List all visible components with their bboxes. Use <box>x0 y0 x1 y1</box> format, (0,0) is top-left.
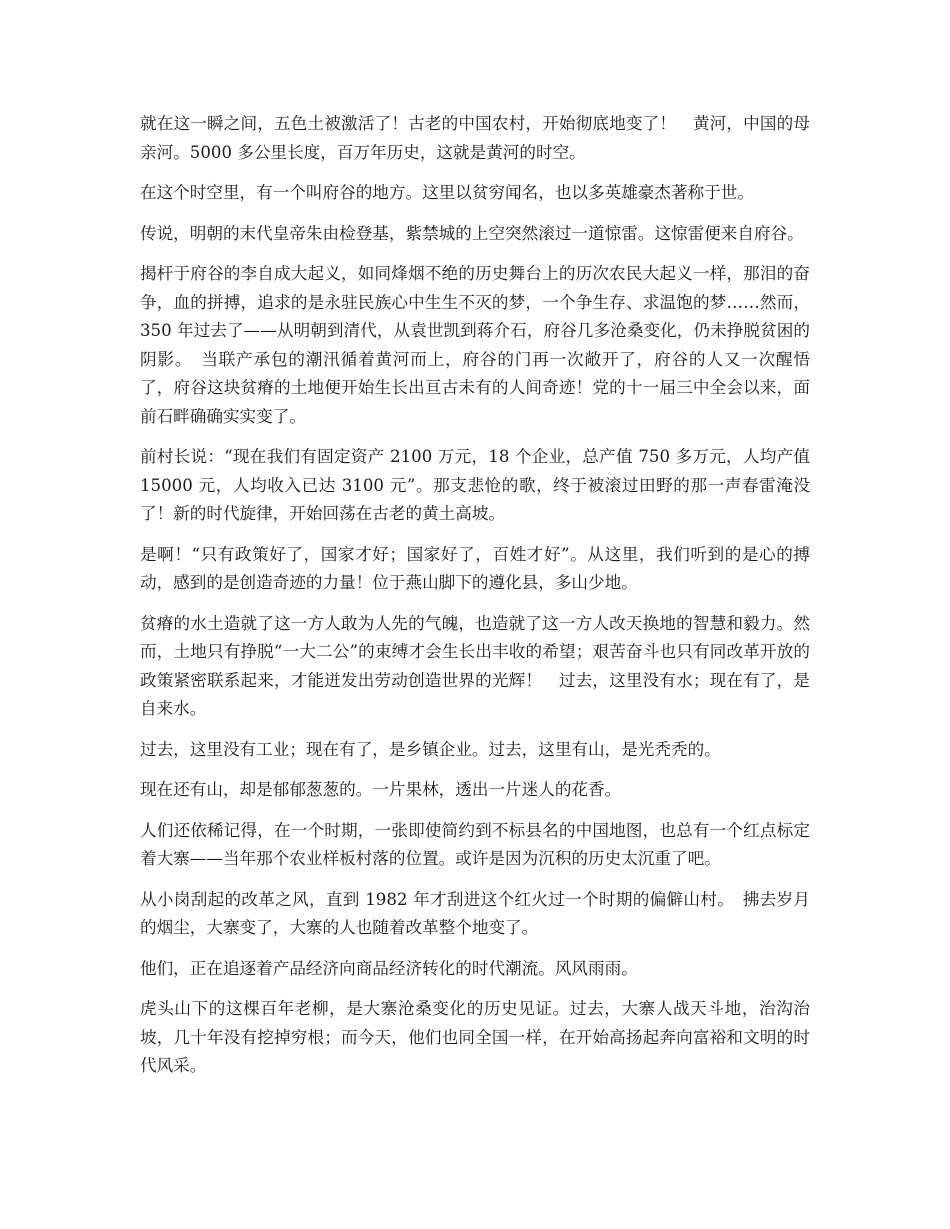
paragraph-6: 是啊！“只有政策好了，国家才好；国家好了，百姓才好”。从这里，我们听到的是心的搏动，感到的是创造奇迹的力量！位于燕山脚下的遵化县，多山少地。 <box>140 544 810 592</box>
paragraph-7: 贫瘠的水土造就了这一方人敢为人先的气魄，也造就了这一方人改天换地的智慧和毅力。然而，土地只有挣脱“一大二公”的束缚才会生长出丰收的希望；艰苦奋斗也只有同改革开放的政策紧密联系起来，才能迸发出劳动创造世界的光辉！ 过去，这里没有水；现在有了，是自来水。 <box>140 613 810 718</box>
paragraph-11: 从小岗刮起的改革之风，直到 1982 年才刮进这个红火过一个时期的偏僻山村。 拂去岁月的烟尘，大寨变了，大寨的人也随着改革整个地变了。 <box>140 889 810 937</box>
paragraph-2: 在这个时空里，有一个叫府谷的地方。这里以贫穷闻名，也以多英雄豪杰著称于世。 <box>140 183 754 202</box>
paragraph-5: 前村长说：“现在我们有固定资产 2100 万元，18 个企业，总产值 750 多万元，人均产值 15000 元，人均收入已达 3100 元”。那支悲怆的歌，终于被滚过田野的那一声春雷淹没了！新的时代旋律，开始回荡在古老的黄土高坡。 <box>140 447 810 523</box>
document-body <box>140 110 810 1093</box>
paragraph-9: 现在还有山，却是郁郁葱葱的。一片果林，透出一片迷人的花香。 <box>140 780 622 799</box>
paragraph-1: 就在这一瞬之间，五色土被激活了！古老的中国农村，开始彻底地变了！ 黄河，中国的母亲河。5000 多公里长度，百万年历史，这就是黄河的时空。 <box>140 114 810 162</box>
paragraph-8: 过去，这里没有工业；现在有了，是乡镇企业。过去，这里有山，是光秃秃的。 <box>140 739 721 759</box>
paragraph-13: 虎头山下的这棵百年老柳，是大寨沧桑变化的历史见证。过去，大寨人战天斗地，治沟治坡，几十年没有挖掉穷根；而今天，他们也同全国一样，在开始高扬起奔向富裕和文明的时代风采。 <box>140 999 810 1075</box>
paragraph-4: 揭杆于府谷的李自成大起义，如同烽烟不绝的历史舞台上的历次农民大起义一样，那泪的奋争，血的拼搏，追求的是永驻民族心中生生不灭的梦，一个争生存、求温饱的梦……然而，350 年过去了——从明朝到清代，从袁世凯到蒋介石，府谷几多沧桑变化，仍未挣脱贫困的阴影。 当联产承包的潮汛循着黄河而上，府谷的门再一次敞开了，府谷的人又一次醒悟了，府谷这块贫瘠的土地便开始生长出亘古未有的人间奇迹！党的十一届三中全会以来，面前石畔确确实实变了。 <box>140 264 810 426</box>
paragraph-10: 人们还依稀记得，在一个时期，一张即使简约到不标县名的中国地图，也总有一个红点标定着大寨——当年那个农业样板村落的位置。或许是因为沉积的历史太沉重了吧。 <box>140 820 810 868</box>
paragraph-3: 传说，明朝的末代皇帝朱由检登基，紫禁城的上空突然滚过一道惊雷。这惊雷便来自府谷。 <box>140 223 804 243</box>
paragraph-12: 他们，正在追逐着产品经济向商品经济转化的时代潮流。风风雨雨。 <box>140 958 638 978</box>
